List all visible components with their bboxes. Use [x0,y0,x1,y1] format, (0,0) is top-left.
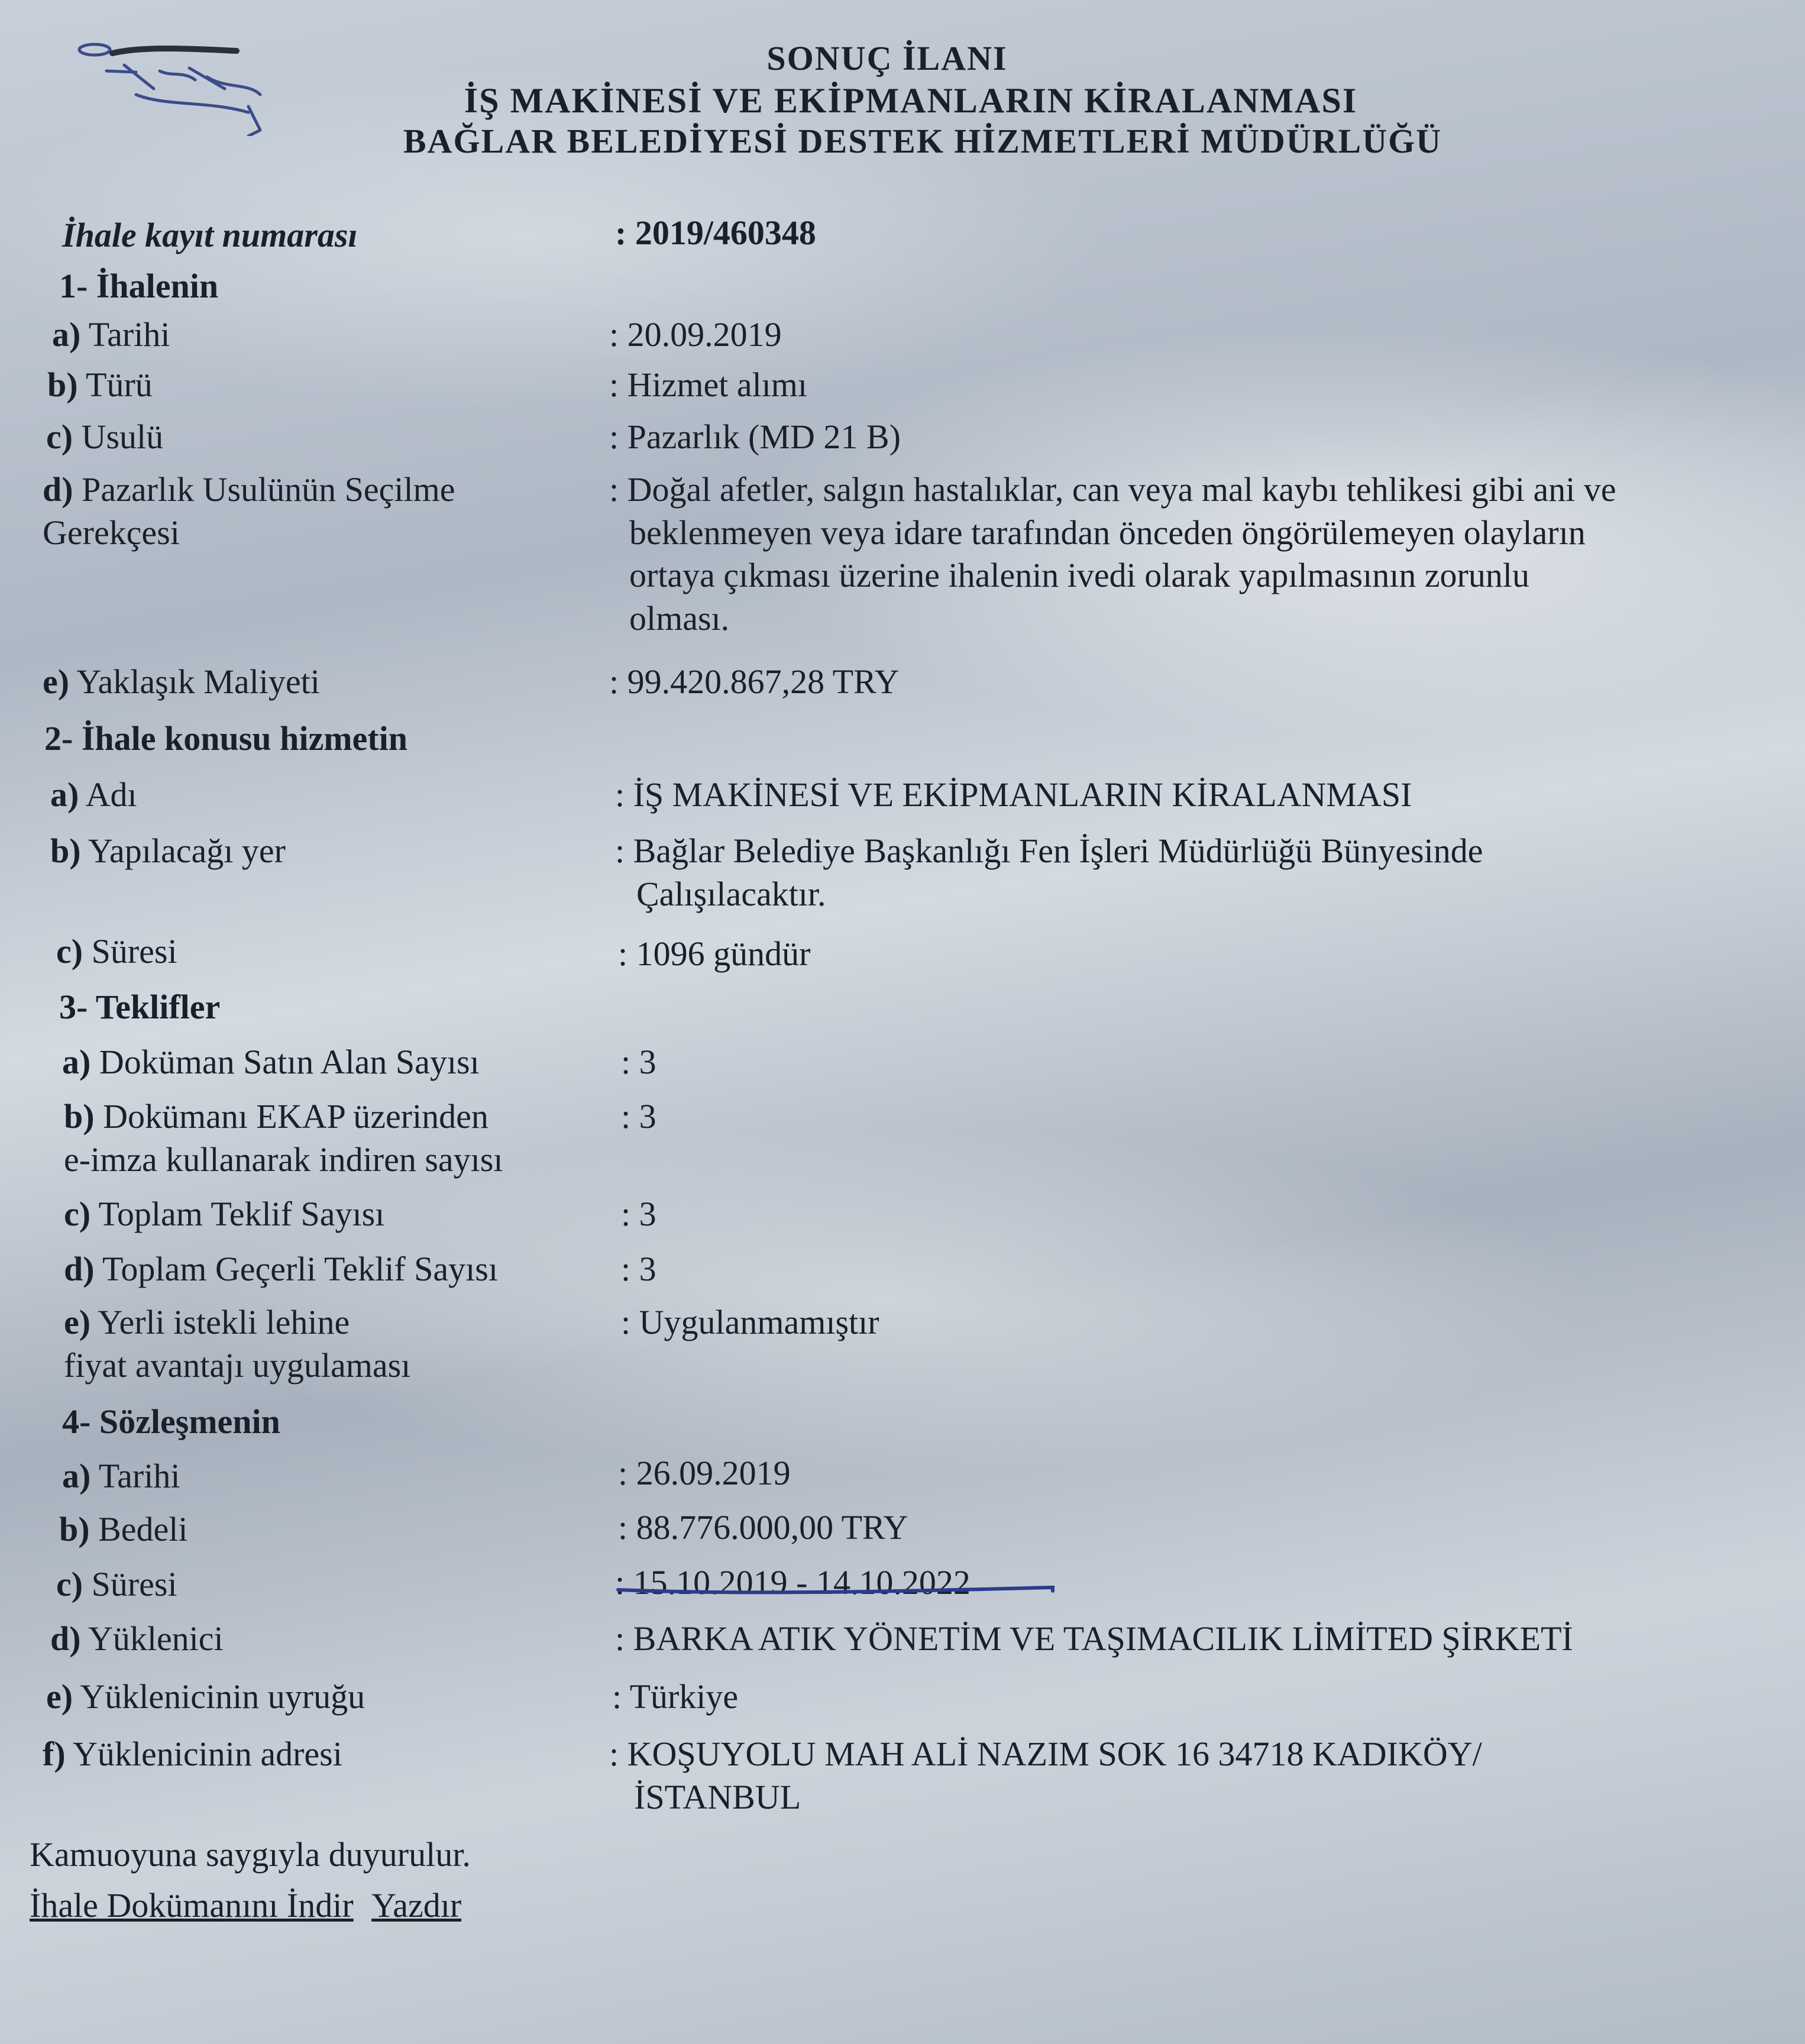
section-1-title: 1- İhalenin [59,267,219,305]
section-3-total-label: c) Toplam Teklif Sayısı [64,1195,385,1233]
section-4-address-value: : KOŞUYOLU MAH ALİ NAZIM SOK 16 34718 KADIKÖY/ İSTANBUL [609,1735,1482,1816]
section-4-amount-value: : 88.776.000,00 TRY [618,1508,908,1547]
section-1-method-value: : Pazarlık (MD 21 B) [609,418,901,456]
section-2-duration-value: : 1096 gündür [618,934,811,973]
section-2-name-label: a) Adı [50,775,137,814]
section-4-address-label: f) Yüklenicinin adresi [43,1735,342,1773]
section-2-location-value: : Bağlar Belediye Başkanlığı Fen İşleri Müdürlüğü Bünyesinde Çalışılacaktır. [615,832,1483,913]
section-1-justification-value: : Doğal afetler, salgın hastalıklar, can veya mal kaybı tehlikesi gibi ani ve beklenmeyen veya idare tarafından önceden öngörülemeyen olayların ortaya çıkması üzerine ihalenin ivedi olarak yapılmasının zorunlu olması. [609,470,1616,638]
section-4-nationality-label: e) Yüklenicinin uyruğu [46,1677,365,1716]
handwritten-scribble [71,35,272,136]
ink-underline [615,1579,1065,1603]
announcement-text: Kamuoyuna saygıyla duyurulur. [30,1835,471,1874]
section-1-date-label: a) Tarihi [52,315,170,354]
section-4-period-value: : 15.10.2019 - 14.10.2022 [615,1563,971,1602]
notice-title: SONUÇ İLANI [766,39,1008,77]
print-link[interactable]: Yazdır [371,1886,462,1925]
section-1-method-label: c) Usulü [46,418,164,456]
section-4-date-value: : 26.09.2019 [618,1454,791,1492]
download-document-link[interactable]: İhale Dokümanını İndir [30,1886,354,1925]
section-3-ekap-label: b) Dokümanı EKAP üzerinden e-imza kullanarak indiren sayısı [64,1097,503,1179]
notice-subtitle: İŞ MAKİNESİ VE EKİPMANLARIN KİRALANMASI [464,81,1358,120]
section-1-justification-label: d) Pazarlık Usulünün Seçilme Gerekçesi [43,470,455,552]
section-2-duration-label: c) Süresi [56,932,177,971]
section-3-purchased-label: a) Doküman Satın Alan Sayısı [62,1043,480,1081]
section-2-name-value: : İŞ MAKİNESİ VE EKİPMANLARIN KİRALANMASI [615,775,1412,814]
section-1-date-value: : 20.09.2019 [609,315,782,354]
section-3-purchased-value: : 3 [621,1043,656,1081]
section-1-type-value: : Hizmet alımı [609,366,808,404]
footer-links [30,1885,461,1925]
registration-value: : 2019/460348 [615,214,816,252]
section-3-total-value: : 3 [621,1195,656,1233]
section-1-cost-label: e) Yaklaşık Maliyeti [43,662,320,701]
section-4-period-label: c) Süresi [56,1565,177,1603]
section-4-date-label: a) Tarihi [62,1457,180,1495]
section-4-nationality-value: : Türkiye [612,1677,739,1716]
section-4-contractor-label: d) Yüklenici [50,1619,224,1658]
section-3-title: 3- Teklifler [59,988,221,1026]
section-1-cost-value: : 99.420.867,28 TRY [609,662,900,701]
section-3-valid-label: d) Toplam Geçerli Teklif Sayısı [64,1250,498,1288]
registration-label: İhale kayıt numarası [62,216,358,254]
section-3-valid-value: : 3 [621,1250,656,1288]
institution-name: BAĞLAR BELEDİYESİ DESTEK HİZMETLERİ MÜDÜRLÜĞÜ [403,122,1442,160]
section-4-amount-label: b) Bedeli [59,1510,188,1548]
section-4-contractor-value: : BARKA ATIK YÖNETİM VE TAŞIMACILIK LİMİTED ŞİRKETİ [615,1619,1573,1658]
section-2-title: 2- İhale konusu hizmetin [44,719,407,758]
section-3-domestic-label: e) Yerli istekli lehine fiyat avantajı uygulaması [64,1303,411,1385]
section-4-title: 4- Sözleşmenin [62,1402,280,1441]
section-1-type-label: b) Türü [47,366,153,404]
section-3-ekap-value: : 3 [621,1097,656,1136]
section-3-domestic-value: : Uygulanmamıştır [621,1303,879,1341]
section-2-location-label: b) Yapılacağı yer [50,832,286,870]
